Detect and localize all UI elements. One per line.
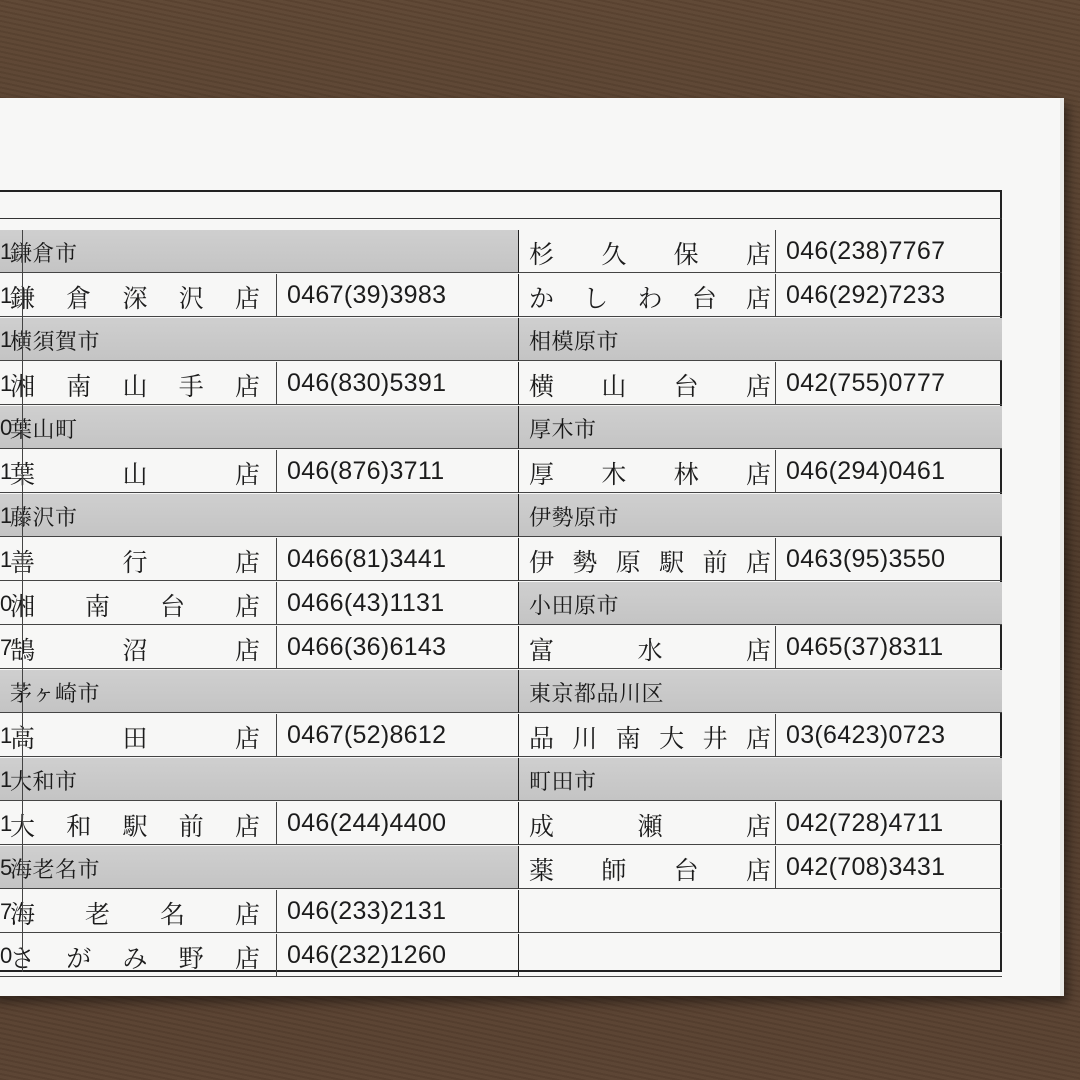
store-name-char: 店 [234,372,260,401]
section-header-row [518,406,1002,449]
region-label: 東京都品川区 [529,682,665,707]
store-name-char: 大 [10,812,36,841]
store-name-char: 鎌 [10,284,36,313]
section-header-row [518,582,1002,625]
store-name-char: 品 [529,724,555,753]
region-label: 横須賀市 [10,330,101,355]
store-phone: 0466(36)6143 [276,626,518,668]
section-header-row [518,758,1002,801]
store-phone: 046(238)7767 [775,230,1003,272]
store-name-char: 店 [745,460,771,489]
store-name-char: 湘 [10,372,36,401]
cutoff-stub-digit: 1 [0,459,13,484]
region-label: 町田市 [529,770,597,795]
store-name-char: 成 [529,812,555,841]
store-name-char: 川 [572,724,598,753]
cutoff-stub-digit: 0 [0,591,13,616]
cutoff-stub-digit: 1 [0,283,13,308]
store-name [10,631,260,667]
store-name-char: 湘 [10,592,36,621]
store-name-char: 倉 [66,284,92,313]
region-label: 厚木市 [529,418,597,443]
store-name-char: 台 [673,372,699,401]
store-row [518,230,1002,273]
store-name-char: 南 [84,592,110,621]
store-row [0,890,518,933]
store-row [0,802,518,845]
store-name-char: 水 [637,636,663,665]
section-header-row [0,406,518,449]
region-label: 藤沢市 [10,506,78,531]
store-name-char: 野 [178,944,204,973]
store-name-char: 田 [122,724,148,753]
store-phone: 042(708)3431 [775,846,1003,888]
store-name-char: 前 [702,548,728,577]
store-name-char: 海 [10,900,36,929]
section-header-row [518,670,1002,713]
empty-row [518,934,1002,977]
store-name-char: 木 [601,460,627,489]
store-name-char: 久 [601,240,627,269]
store-name-char: 店 [745,372,771,401]
store-name-char: か [529,284,555,313]
store-phone: 0465(37)8311 [775,626,1003,668]
region-label: 海老名市 [10,858,101,883]
store-name-char: 店 [234,284,260,313]
store-name [529,851,771,887]
section-header-row [0,670,518,713]
region-label: 伊勢原市 [529,506,620,531]
store-name-char: 店 [234,900,260,929]
stub-divider [22,230,23,972]
store-row [0,934,518,977]
cutoff-stub-digit: 0 [0,943,13,968]
store-phone: 046(830)5391 [276,362,518,404]
store-name-char: 駅 [659,548,685,577]
section-header-row [518,318,1002,361]
store-row [518,802,1002,845]
store-name-char: 店 [745,548,771,577]
store-name-char: 手 [178,372,204,401]
store-name-char: 店 [234,812,260,841]
store-phone: 046(232)1260 [276,934,518,976]
store-phone: 0466(43)1131 [276,582,518,624]
store-phone: 0466(81)3441 [276,538,518,580]
store-name-char: 山 [122,372,148,401]
cutoff-stub-digit: 7 [0,899,13,924]
store-name-char: 鵠 [10,636,36,665]
store-name-char: わ [637,284,663,313]
store-name-char: 店 [745,636,771,665]
store-name-char: 山 [601,372,627,401]
store-name [10,543,260,579]
store-row [518,538,1002,581]
store-row [0,582,518,625]
store-name-char: 店 [234,592,260,621]
store-name-char: 行 [122,548,148,577]
store-name-char: 大 [659,724,685,753]
store-name-char: 沼 [122,636,148,665]
header-divider [0,218,1002,219]
section-header-row [0,758,518,801]
cutoff-stub-digit: 5 [0,855,13,880]
cutoff-stub-digit: 0 [0,415,13,440]
store-row [0,450,518,493]
section-header-row [0,230,518,273]
store-phone: 0467(52)8612 [276,714,518,756]
store-name [10,719,260,755]
store-name-char: 店 [234,460,260,489]
store-name-char: 富 [529,636,555,665]
store-name-char: 店 [745,856,771,885]
section-header-row [0,318,518,361]
store-name-char: 店 [745,240,771,269]
store-row [518,714,1002,757]
store-name-char: 山 [122,460,148,489]
store-name-char: 台 [673,856,699,885]
region-label: 鎌倉市 [10,242,78,267]
store-name-char: 店 [234,636,260,665]
store-phone: 042(728)4711 [775,802,1003,844]
store-row [518,274,1002,317]
store-name-char: 店 [745,284,771,313]
store-name [529,367,771,403]
store-name [10,587,260,623]
store-name-char: 林 [673,460,699,489]
store-name-char: み [122,944,148,973]
store-name [10,455,260,491]
store-name [529,235,771,271]
store-phone: 0463(95)3550 [775,538,1003,580]
cutoff-stub-digit: 1 [0,327,13,352]
store-name-char: 瀬 [637,812,663,841]
store-name-char: 店 [234,724,260,753]
store-name-char: 深 [122,284,148,313]
store-name [10,807,260,843]
store-name-char: 駅 [122,812,148,841]
store-name [10,895,260,931]
store-name-char: 台 [159,592,185,621]
store-name-char: 薬 [529,856,555,885]
store-name-char: 南 [615,724,641,753]
region-label: 相模原市 [529,330,620,355]
store-name-char: 沢 [178,284,204,313]
store-name [529,631,771,667]
store-name-char: 店 [745,724,771,753]
empty-row [518,890,1002,933]
store-name-char: 店 [234,944,260,973]
store-name [10,367,260,403]
store-row [0,538,518,581]
cutoff-stub-digit: 1 [0,547,13,572]
section-header-row [518,494,1002,537]
store-row [518,626,1002,669]
store-name-char: 善 [10,548,36,577]
store-name [10,939,260,975]
cutoff-stub-digit: 7 [0,635,13,660]
cutoff-stub-digit: 1 [0,371,13,396]
region-label: 小田原市 [529,594,620,619]
store-name-char: 勢 [572,548,598,577]
store-row [518,450,1002,493]
store-name-char: 横 [529,372,555,401]
store-name-char: 和 [66,812,92,841]
store-name-char: 原 [615,548,641,577]
cutoff-stub-digit: 1 [0,811,13,836]
store-name-char: 店 [745,812,771,841]
store-name-char: し [583,284,609,313]
store-row [518,362,1002,405]
store-name-char: 厚 [529,460,555,489]
store-phone: 0467(39)3983 [276,274,518,316]
store-name-char: 葉 [10,460,36,489]
cutoff-stub-digit: 1 [0,503,13,528]
store-phone: 03(6423)0723 [775,714,1003,756]
cutoff-stub-digit: 1 [0,239,13,264]
store-phone: 046(294)0461 [775,450,1003,492]
store-row [518,846,1002,889]
store-phone: 046(292)7233 [775,274,1003,316]
region-label: 大和市 [10,770,78,795]
cutoff-stub-digit: 1 [0,723,13,748]
store-name-char: 井 [702,724,728,753]
store-name [529,279,771,315]
store-name-char: 名 [159,900,185,929]
store-name-char: 店 [234,548,260,577]
store-name-char: 台 [691,284,717,313]
store-name-char: さ [10,944,36,973]
store-name-char: 杉 [529,240,555,269]
cutoff-stub-digit: 1 [0,767,13,792]
store-name-char: 高 [10,724,36,753]
store-row [0,274,518,317]
region-label: 葉山町 [10,418,78,443]
store-phone: 042(755)0777 [775,362,1003,404]
store-name-char: 南 [66,372,92,401]
store-phone: 046(244)4400 [276,802,518,844]
store-name-char: が [66,944,92,973]
store-name [10,279,260,315]
store-phone: 046(876)3711 [276,450,518,492]
store-row [0,626,518,669]
section-header-row [0,846,518,889]
store-row [0,362,518,405]
store-name-char: 前 [178,812,204,841]
region-label: 茅ヶ崎市 [10,682,101,707]
store-name-char: 保 [673,240,699,269]
store-name-char: 伊 [529,548,555,577]
store-name-char: 師 [601,856,627,885]
section-header-row [0,494,518,537]
store-name [529,455,771,491]
store-name-char: 老 [84,900,110,929]
store-row [0,714,518,757]
store-name [529,719,771,755]
store-name [529,543,771,579]
store-name [529,807,771,843]
store-phone: 046(233)2131 [276,890,518,932]
